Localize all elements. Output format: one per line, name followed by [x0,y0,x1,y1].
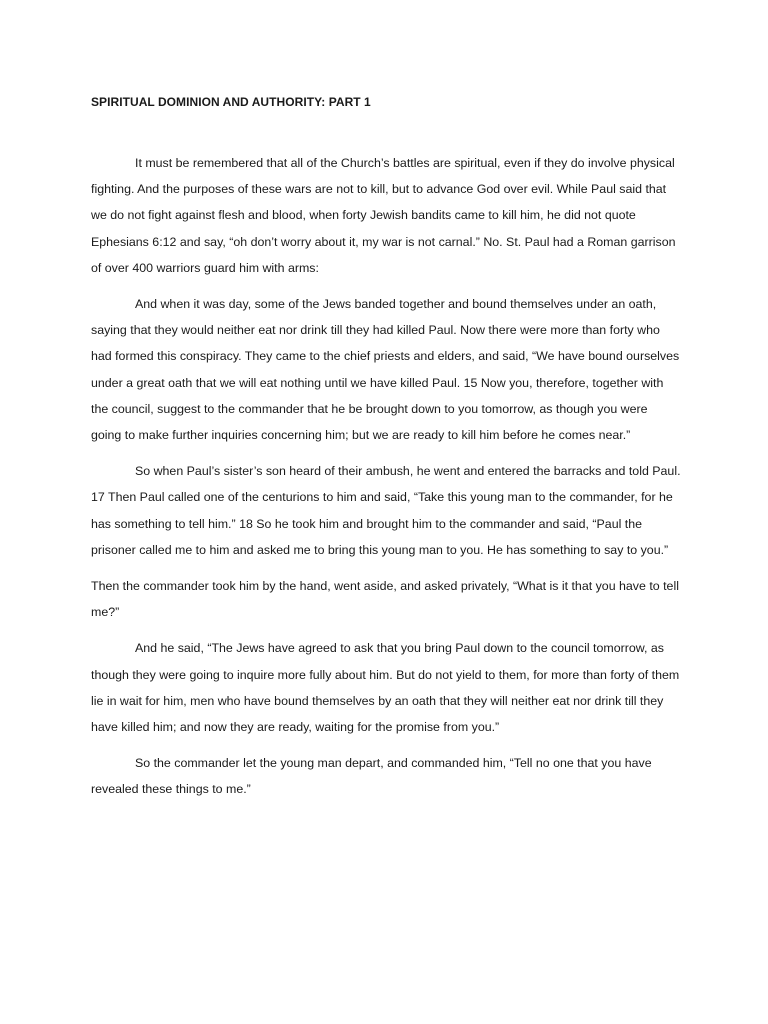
document-title: SPIRITUAL DOMINION AND AUTHORITY: PART 1 [91,95,371,109]
document-page [91,93,681,813]
paragraph-1: It must be remembered that all of the Church’s battles are spiritual, even if they do involve physical fighting. And the purposes of these wars are not to kill, but to advance God over evil. While Paul said that we do not fight against flesh and blood, when forty Jewish bandits came to kill him, he did not quote Ephesians 6:12 and say, “oh don’t worry about it, my war is not carnal.” No. St. Paul had a Roman garrison of over 400 warriors guard him with arms: [91,156,676,275]
paragraph-2: And when it was day, some of the Jews banded together and bound themselves under an oath, saying that they would neither eat nor drink till they had killed Paul. Now there were more than forty who had formed this conspiracy. They came to the chief priests and elders, and said, “We have bound ourselves under a great oath that we will eat nothing until we have killed Paul. 15 Now you, therefore, together with the council, suggest to the commander that he be brought down to you tomorrow, as though you were going to make further inquiries concerning him; but we are ready to kill him before he comes near.” [91,297,680,443]
paragraph-3: So when Paul’s sister’s son heard of their ambush, he went and entered the barracks and told Paul. 17 Then Paul called one of the centurions to him and said, “Take this young man to the commander, for he has something to tell him.” 18 So he took him and brought him to the commander and said, “Paul the prisoner called me to him and asked me to bring this young man to you. He has something to say to you.” [91,464,681,557]
paragraph-6: So the commander let the young man depart, and commanded him, “Tell no one that you have revealed these things to me.” [91,756,652,797]
paragraph-4: Then the commander took him by the hand, went aside, and asked privately, “What is it that you have to tell me?” [91,579,679,620]
paragraph-5: And he said, “The Jews have agreed to ask that you bring Paul down to the council tomorrow, as though they were going to inquire more fully about him. But do not yield to them, for more than forty of them lie in wait for him, men who have bound themselves by an oath that they will neither eat nor drink till they have killed him; and now they are ready, waiting for the promise from you.” [91,641,680,735]
